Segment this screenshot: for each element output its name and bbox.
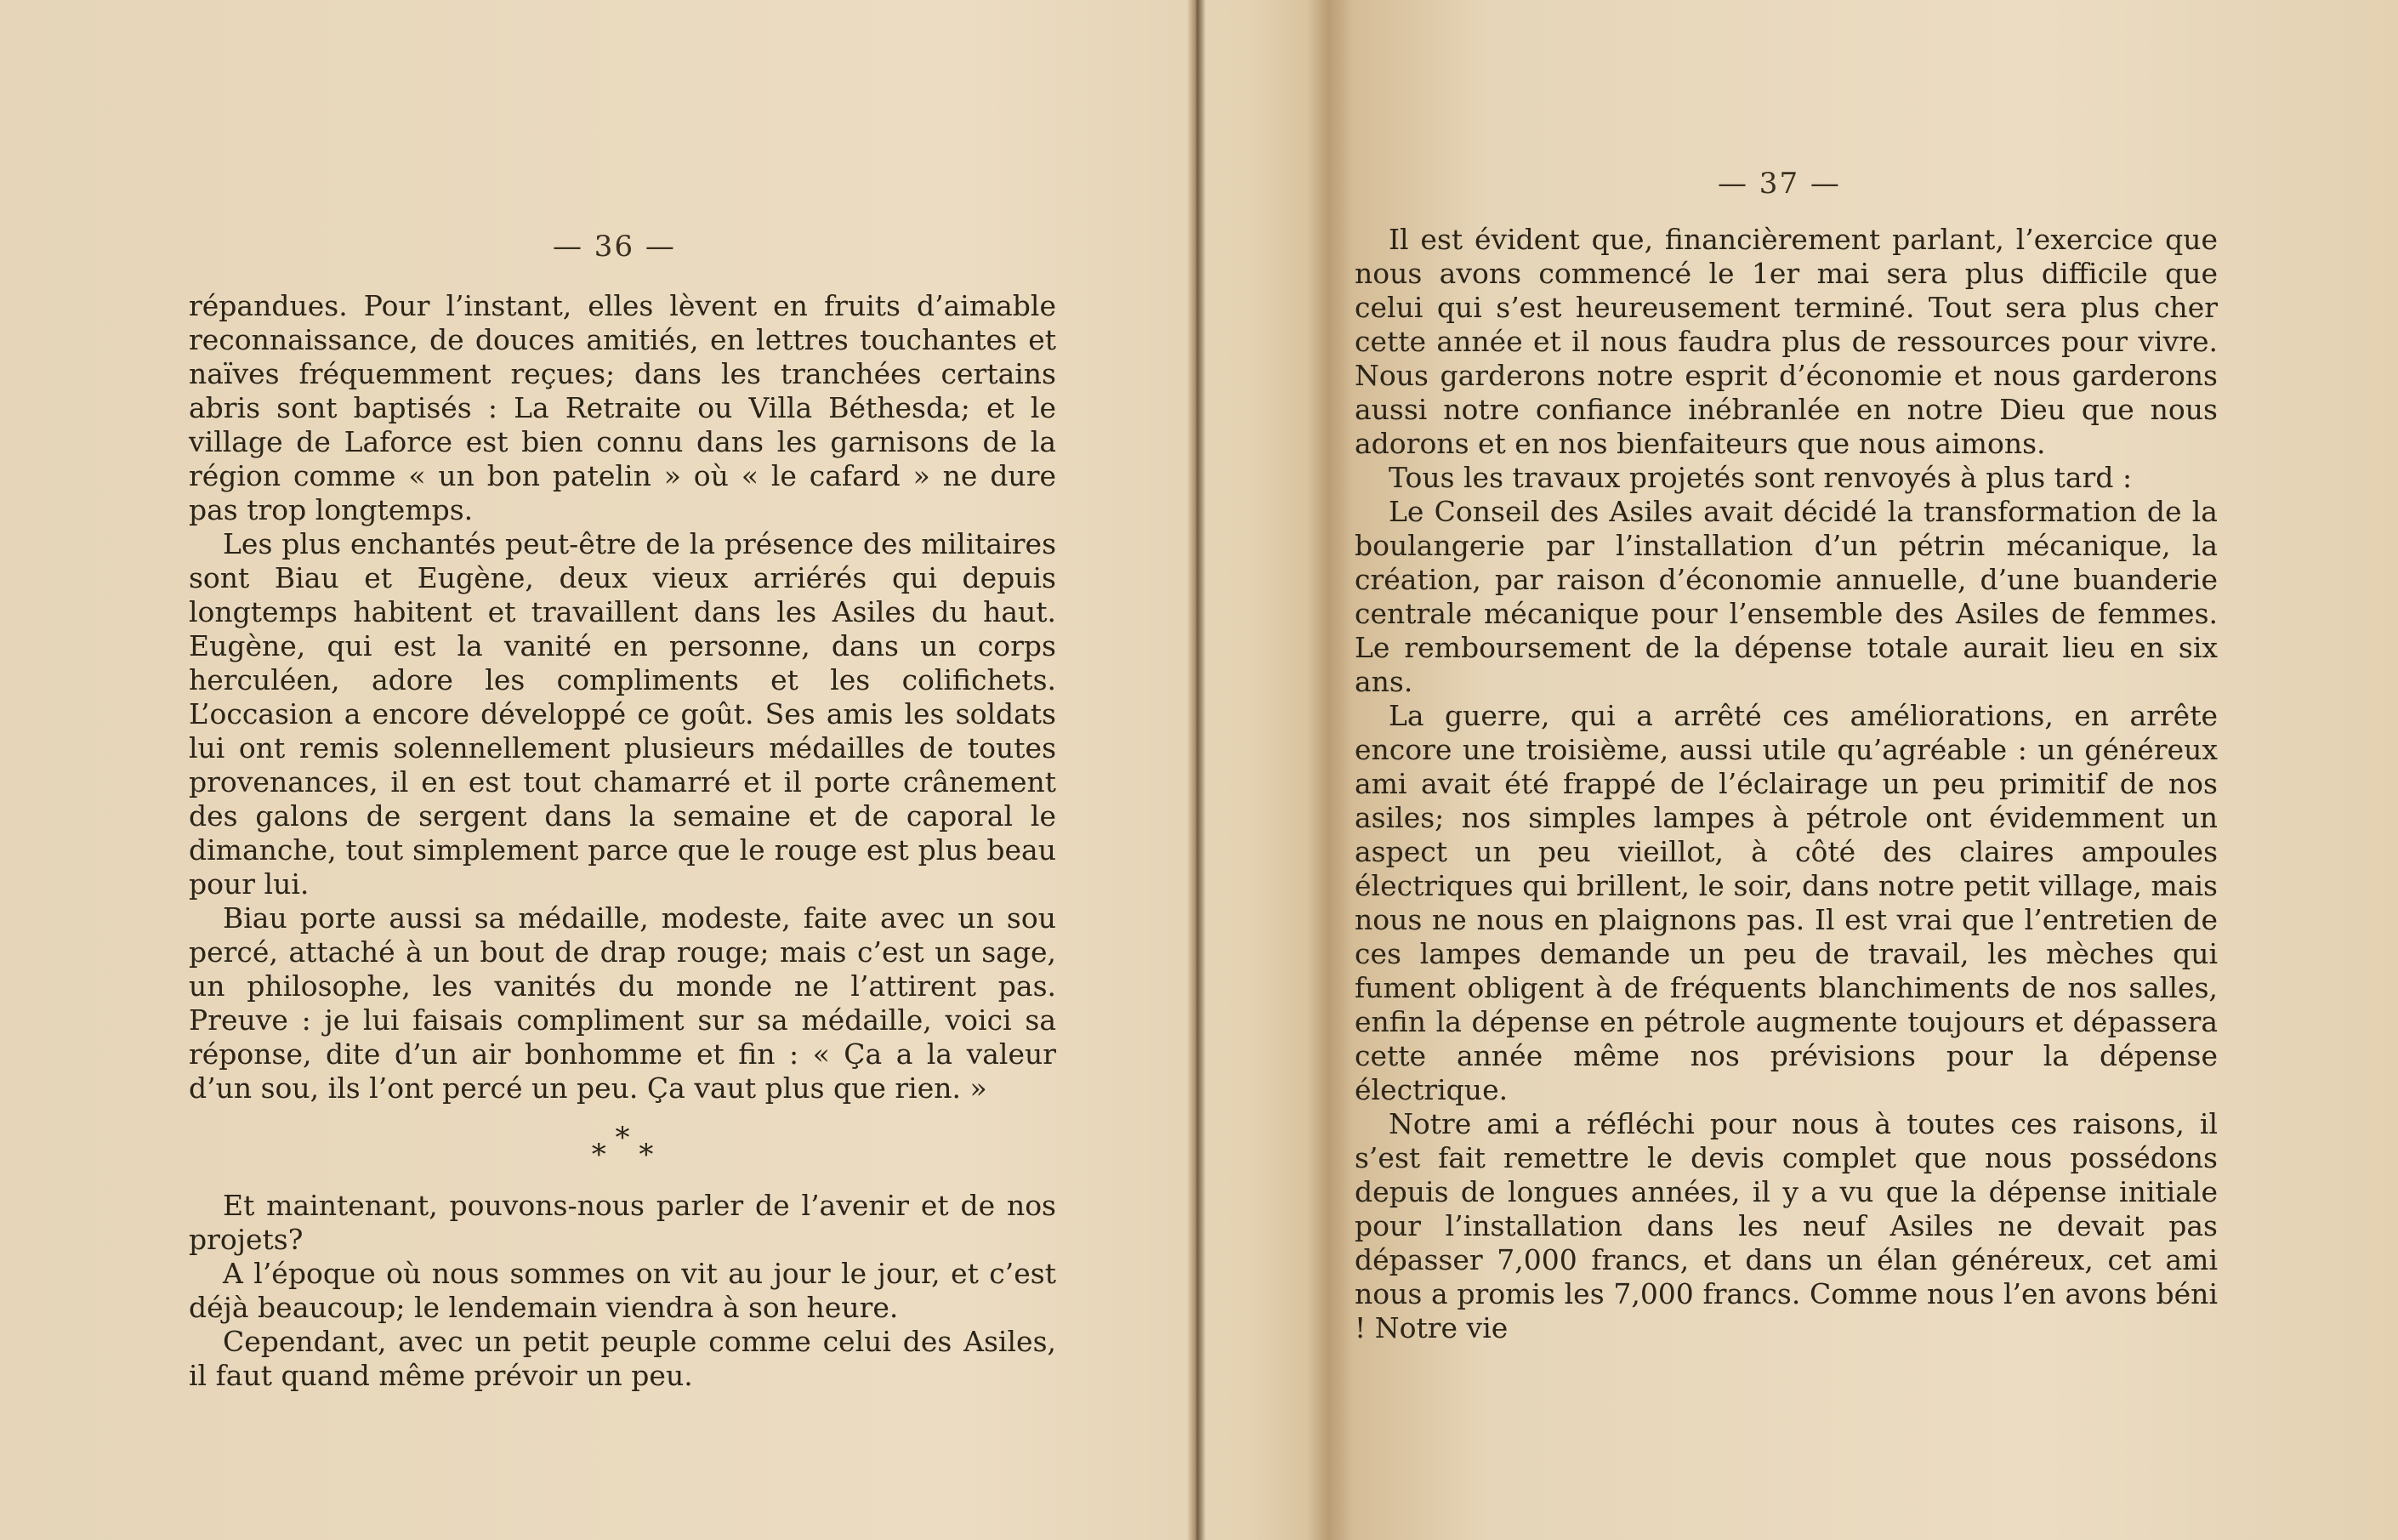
paragraph: A l’époque où nous sommes on vit au jour le jour, et c’est déjà beaucoup; le lendemain viendra à son heure. (189, 1257, 1056, 1324)
page-body (189, 289, 1056, 1393)
paragraph: Et maintenant, pouvons-nous parler de l’avenir et de nos projets? (189, 1189, 1056, 1256)
page-number: — 36 — (553, 230, 676, 264)
separator-star: * (639, 1138, 654, 1172)
paragraph: répandues. Pour l’instant, elles lèvent en fruits d’aimable reconnaissance, de douces amitiés, en lettres touchantes et naïves fréquemment reçues; dans les tranchées certains abris sont baptisés : La Retraite ou Villa Béthesda; et le village de Laforce est bien connu dans les garnisons de la région comme « un bon patelin » où « le cafard » ne dure pas trop longtemps. (189, 289, 1056, 526)
paragraph: Il est évident que, financièrement parlant, l’exercice que nous avons commencé le 1er mai sera plus difficile que celui qui s’est heureusement terminé. Tout sera plus cher cette année et il nous faudra plus de ressources pour vivre. Nous garderons notre esprit d’économie et nous garderons aussi notre confiance inébranlée en notre Dieu que nous adorons et en nos bienfaiteurs que nous aimons. (1355, 223, 2218, 460)
paragraph: Biau porte aussi sa médaille, modeste, faite avec un sou percé, attaché à un bout de drap rouge; mais c’est un sage, un philosophe, les vanités du monde ne l’attirent pas. Preuve : je lui faisais compliment sur sa médaille, voici sa réponse, dite d’un air bonhomme et fin : « Ça a la valeur d’un sou, ils l’ont percé un peu. Ça vaut plus que rien. » (189, 901, 1056, 1105)
paragraph: La guerre, qui a arrêté ces améliorations, en arrête encore une troisième, aussi utile qu’agréable : un généreux ami avait été frappé de l’éclairage un peu primitif de nos asiles; nos simples lampes à pétrole ont évidemment un aspect un peu vieillot, à côté des claires ampoules électriques qui brillent, le soir, dans notre petit village, mais nous ne nous en plaignons pas. Il est vrai que l’entretien de ces lampes demande un peu de travail, les mèches qui fument obligent à de fréquents blanchiments de nos salles, enfin la dépense en pétrole augmente toujours et dépassera cette année même nos prévisions pour la dépense électrique. (1355, 699, 2218, 1106)
paragraph: Tous les travaux projetés sont renvoyés à plus tard : (1389, 461, 2133, 494)
paragraph: Notre ami a réfléchi pour nous à toutes ces raisons, il s’est fait remettre le devis complet que nous possédons depuis de longues années, il y a vu que la dépense initiale pour l’installation dans les neuf Asiles ne devait pas dépasser 7,000 francs, et dans un élan généreux, cet ami nous a promis les 7,000 francs. Comme nous l’en avons béni ! Notre vie (1355, 1107, 2218, 1344)
paragraph: Cependant, avec un petit peuple comme celui des Asiles, il faut quand même prévoir un peu. (189, 1325, 1056, 1392)
section-separator (189, 1121, 1056, 1172)
left-page (0, 0, 1190, 1540)
paragraph: Le Conseil des Asiles avait décidé la transformation de la boulangerie par l’installation d’un pétrin mécanique, la création, par raison d’économie annuelle, d’une buanderie centrale mécanique pour l’ensemble des Asiles de femmes. Le remboursement de la dépense totale aurait lieu en six ans. (1355, 495, 2218, 698)
page-body (1355, 223, 2218, 1345)
page-number: — 37 — (1718, 167, 1841, 201)
paragraph: Les plus enchantés peut-être de la présence des militaires sont Biau et Eugène, deux vieux arriérés qui depuis longtemps habitent et travaillent dans les Asiles du haut. Eugène, qui est la vanité en personne, dans un corps herculéen, adore les compliments et les colifichets. L’occasion a encore développé ce goût. Ses amis les soldats lui ont remis solennellement plusieurs médailles de toutes provenances, il en est tout chamarré et il porte crânement des galons de sergent dans la semaine et de caporal le dimanche, tout simplement parce que le rouge est plus beau pour lui. (189, 527, 1056, 901)
right-page (1203, 0, 2398, 1540)
separator-star: * (591, 1138, 606, 1172)
separator-star: * (615, 1121, 630, 1155)
